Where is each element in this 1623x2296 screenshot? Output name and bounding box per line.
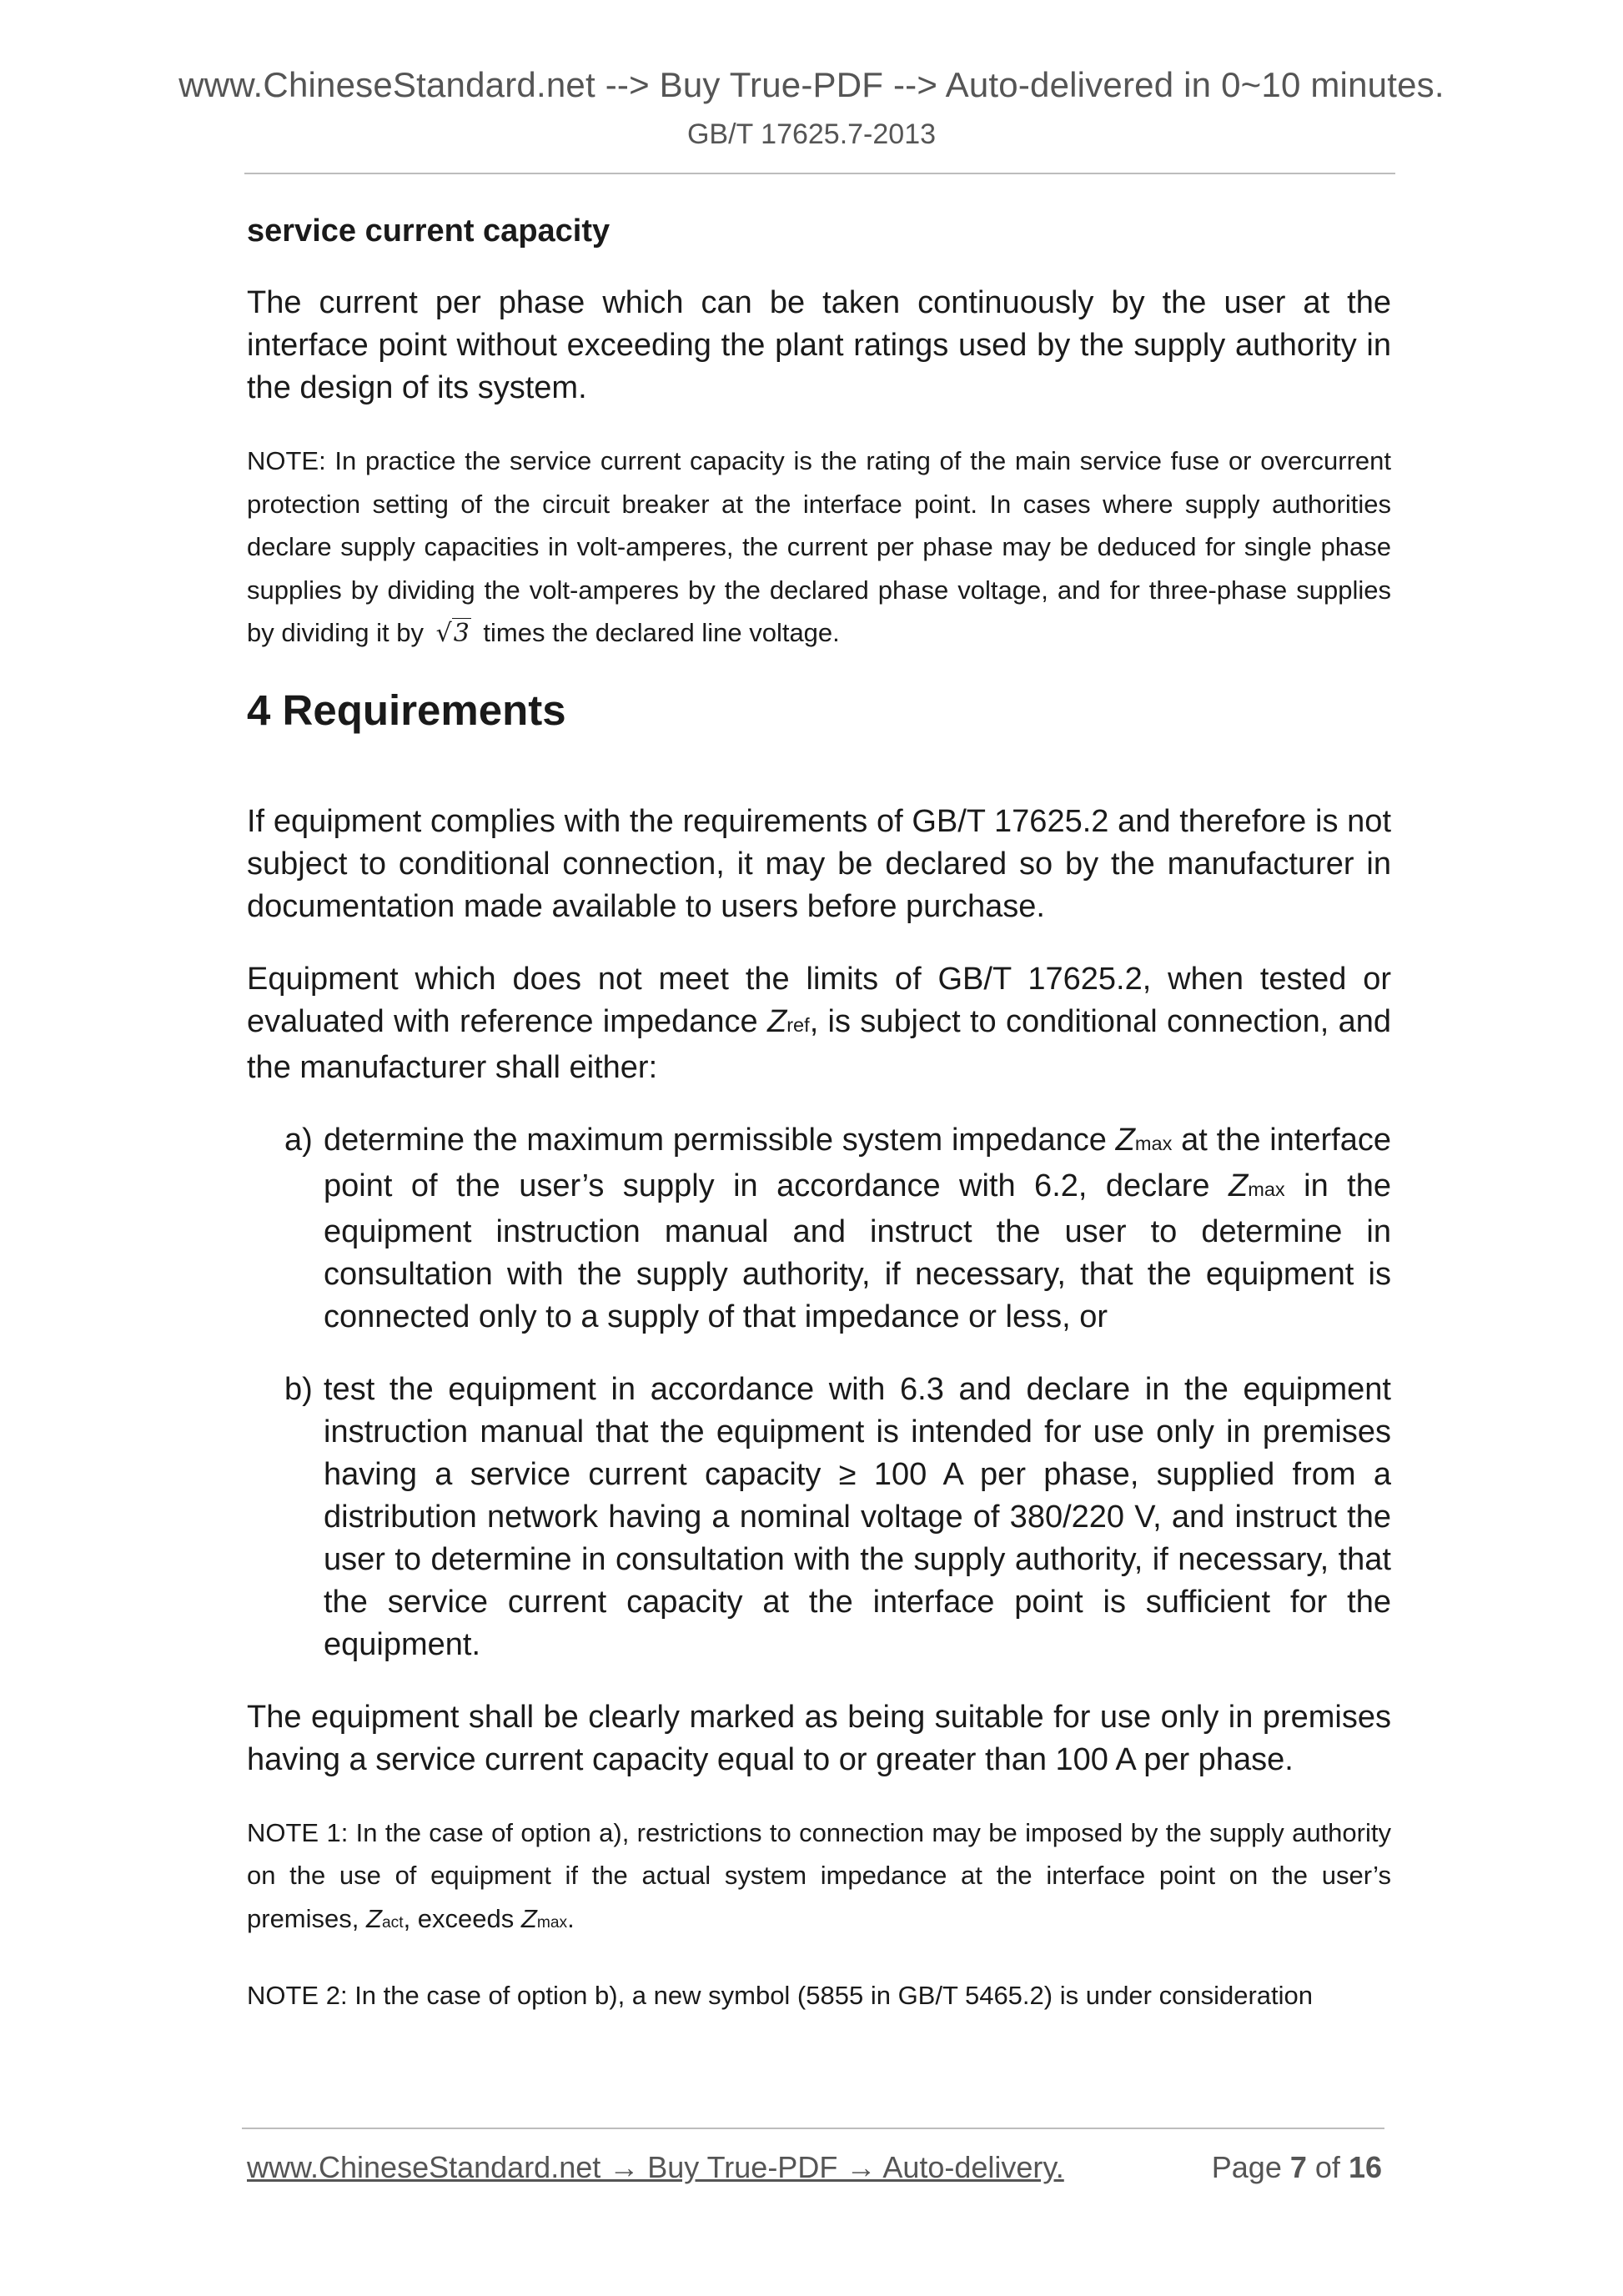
page-label: Page <box>1211 2150 1282 2184</box>
note-2: NOTE 2: In the case of option b), a new symbol (5855 in GB/T 5465.2) is under consideration <box>247 1981 1314 2010</box>
footer-divider <box>242 2128 1384 2129</box>
symbol-z-ref: Z <box>767 1003 787 1039</box>
requirements-paragraph-1: If equipment complies with the requirements of GB/T 17625.2 and therefore is not subject to conditional connection, it may be declared so by the manufacturer in documentation made available to users before purchase. <box>247 803 1391 924</box>
requirements-paragraph-3: The equipment shall be clearly marked as being suitable for use only in premises having a service current capacity equal to or greater than 100 A per phase. <box>247 1699 1391 1777</box>
requirements-paragraph-2 <box>247 958 1391 1089</box>
note-1-text-b: , exceeds <box>403 1903 515 1933</box>
paragraph-2-text-b: , is subject to conditional connection, and the manufacturer shall either: <box>247 1003 1391 1085</box>
list-a-text-2: at the interface point of the user’s supply in accordance with 6.2, declare <box>324 1122 1391 1203</box>
symbol-z-max-2: Z <box>1228 1168 1249 1203</box>
subscript-max-3: max <box>536 1913 568 1932</box>
of-label: of <box>1314 2150 1340 2184</box>
list-marker-b: b) <box>284 1371 313 1407</box>
term-definition: The current per phase which can be taken continuously by the user at the interface point without exceeding the plant ratings used by the supply authority in the design of its system. <box>247 285 1391 405</box>
page-indicator <box>1212 2150 1382 2185</box>
sqrt-symbol: √3 <box>435 619 470 648</box>
term-note-tail: times the declared line voltage. <box>483 618 840 647</box>
note-1 <box>247 1811 1391 1945</box>
list-marker-a: a) <box>284 1122 313 1158</box>
list-a-text-1: determine the maximum permissible system impedance <box>324 1122 1107 1158</box>
symbol-z-act: Z <box>366 1903 382 1933</box>
term-note <box>247 440 1391 656</box>
list-item-b <box>247 1369 1391 1666</box>
header-banner-text: www.ChineseStandard.net --> Buy True-PDF --> Auto-delivered in 0~10 minutes. <box>178 65 1445 104</box>
footer-store-link[interactable]: www.ChineseStandard.net → Buy True-PDF → Auto-delivery. <box>247 2150 1064 2184</box>
total-pages: 16 <box>1348 2150 1382 2184</box>
subscript-ref: ref <box>786 1013 810 1036</box>
standard-code: GB/T 17625.7-2013 <box>686 118 937 150</box>
paragraph-2-text-a: Equipment which does not meet the limits of GB/T 17625.2, when tested or evaluated with reference impedance <box>247 961 1391 1039</box>
list-item-a <box>247 1119 1391 1339</box>
symbol-z-max: Z <box>1115 1122 1135 1158</box>
subscript-act: act <box>381 1913 404 1932</box>
subscript-max-2: max <box>1248 1178 1285 1200</box>
document-body <box>247 210 1391 2047</box>
term-title: service current capacity <box>247 214 611 249</box>
list-b-text: test the equipment in accordance with 6.3 and declare in the equipment instruction manual that the equipment is intended for use only in premises having a service current capacity ≥ 100 A per phase, supplied from a distribution network having a nominal voltage of 380/220 V, and instruct the user to determine in consultation with the supply authority, if necessary, that the service current capacity at the interface point is sufficient for the equipment. <box>324 1371 1391 1662</box>
header-divider <box>244 173 1395 174</box>
sqrt-radicand: 3 <box>453 619 470 648</box>
term-note-text: NOTE: In practice the service current capacity is the rating of the main service fuse or overcurrent protection setting of the circuit breaker at the interface point. In cases where supply authorities declare supply capacities in volt-amperes, the current per phase may be deduced for single phase supplies by dividing the volt-amperes by the declared phase voltage, and for three-phase supplies by dividing it by <box>247 446 1391 647</box>
symbol-z-max-3: Z <box>520 1903 537 1933</box>
note-1-text-a: NOTE 1: In the case of option a), restrictions to connection may be imposed by the supply authority on the use of equipment if the actual system impedance at the interface point on the user’s premises, <box>247 1817 1391 1933</box>
subscript-max: max <box>1134 1132 1173 1154</box>
page-number: 7 <box>1289 2150 1307 2184</box>
list-a-text-3: in the equipment instruction manual and instruct the user to determine in consultation with the supply authority, if necessary, that the equipment is connected only to a supply of that impedance or less, or <box>324 1168 1391 1334</box>
note-1-text-c: . <box>567 1903 575 1933</box>
section-heading: 4 Requirements <box>247 686 566 734</box>
